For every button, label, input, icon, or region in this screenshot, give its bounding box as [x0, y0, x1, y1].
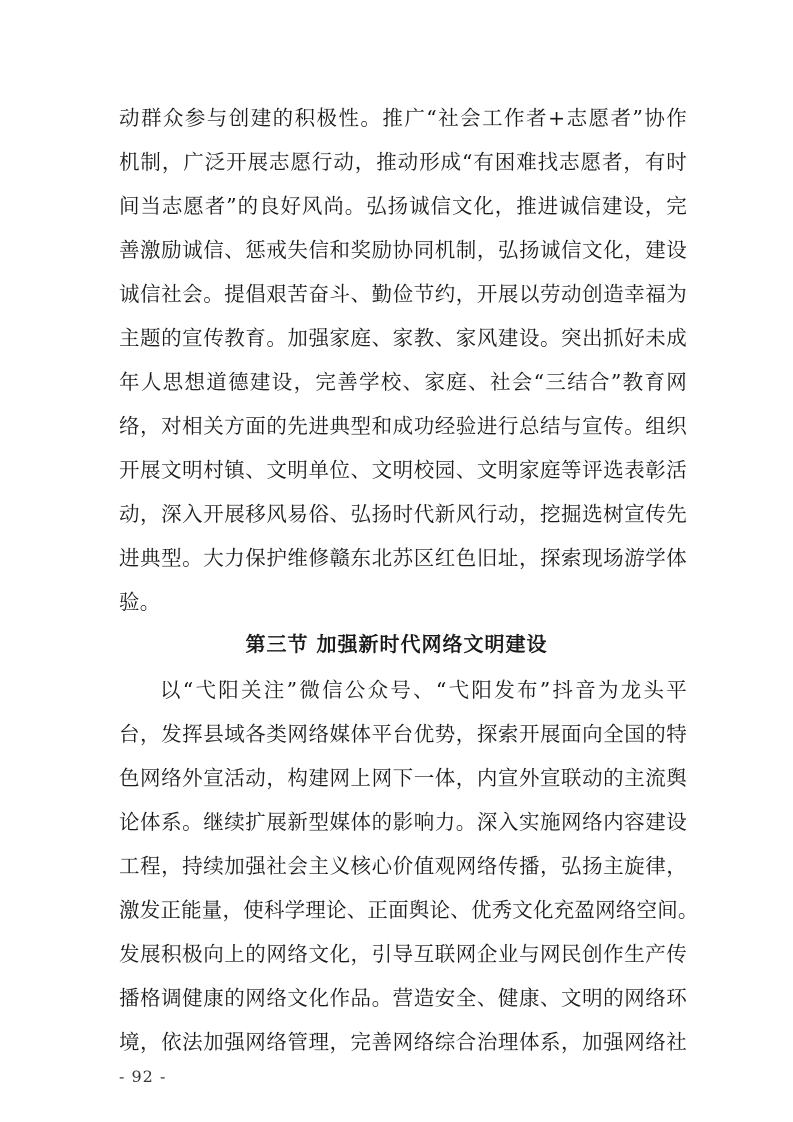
paragraph-line: 间当志愿者”的良好风尚。弘扬诚信文化，推进诚信建设，完: [119, 194, 687, 218]
paragraph-line: 主题的宣传教育。加强家庭、家教、家风建设。突出抓好未成: [119, 326, 687, 350]
paragraph-line: 善激励诚信、惩戒失信和奖励协同机制，弘扬诚信文化，建设: [119, 238, 687, 262]
paragraph-line: 以“弋阳关注”微信公众号、“弋阳发布”抖音为龙头平: [160, 678, 687, 702]
paragraph-line: 络，对相关方面的先进典型和成功经验进行总结与宣传。组织: [119, 414, 687, 438]
paragraph-line: 进典型。大力保护维修赣东北苏区红色旧址，探索现场游学体: [119, 546, 687, 570]
paragraph-line: 色网络外宣活动，构建网上网下一体，内宣外宣联动的主流舆: [119, 766, 687, 790]
paragraph-line: 工程，持续加强社会主义核心价值观网络传播，弘扬主旋律，: [119, 854, 687, 878]
paragraph-line: 动，深入开展移风易俗、弘扬时代新风行动，挖掘选树宣传先: [119, 502, 687, 526]
paragraph-line: 诚信社会。提倡艰苦奋斗、勤俭节约，开展以劳动创造幸福为: [119, 282, 687, 306]
paragraph-line: 论体系。继续扩展新型媒体的影响力。深入实施网络内容建设: [119, 810, 687, 834]
paragraph-line: 验。: [119, 590, 161, 614]
paragraph-line: 机制，广泛开展志愿行动，推动形成“有困难找志愿者，有时: [119, 150, 687, 174]
paragraph-line: 年人思想道德建设，完善学校、家庭、社会“三结合”教育网: [119, 370, 687, 394]
paragraph-line: 台，发挥县域各类网络媒体平台优势，探索开展面向全国的特: [119, 722, 687, 746]
paragraph-line: 发展积极向上的网络文化，引导互联网企业与网民创作生产传: [119, 942, 687, 966]
paragraph-line: 开展文明村镇、文明单位、文明校园、文明家庭等评选表彰活: [119, 458, 687, 482]
paragraph-line: 动群众参与创建的积极性。推广“社会工作者+志愿者”协作: [119, 106, 687, 130]
paragraph-line: 境，依法加强网络管理，完善网络综合治理体系，加强网络社: [119, 1030, 687, 1054]
paragraph-line: 激发正能量，使科学理论、正面舆论、优秀文化充盈网络空间。: [119, 898, 699, 922]
paragraph-line: 播格调健康的网络文化作品。营造安全、健康、文明的网络环: [119, 986, 687, 1010]
section-heading: 第三节 加强新时代网络文明建设: [245, 632, 548, 656]
page-number: - 92 -: [119, 1067, 167, 1086]
